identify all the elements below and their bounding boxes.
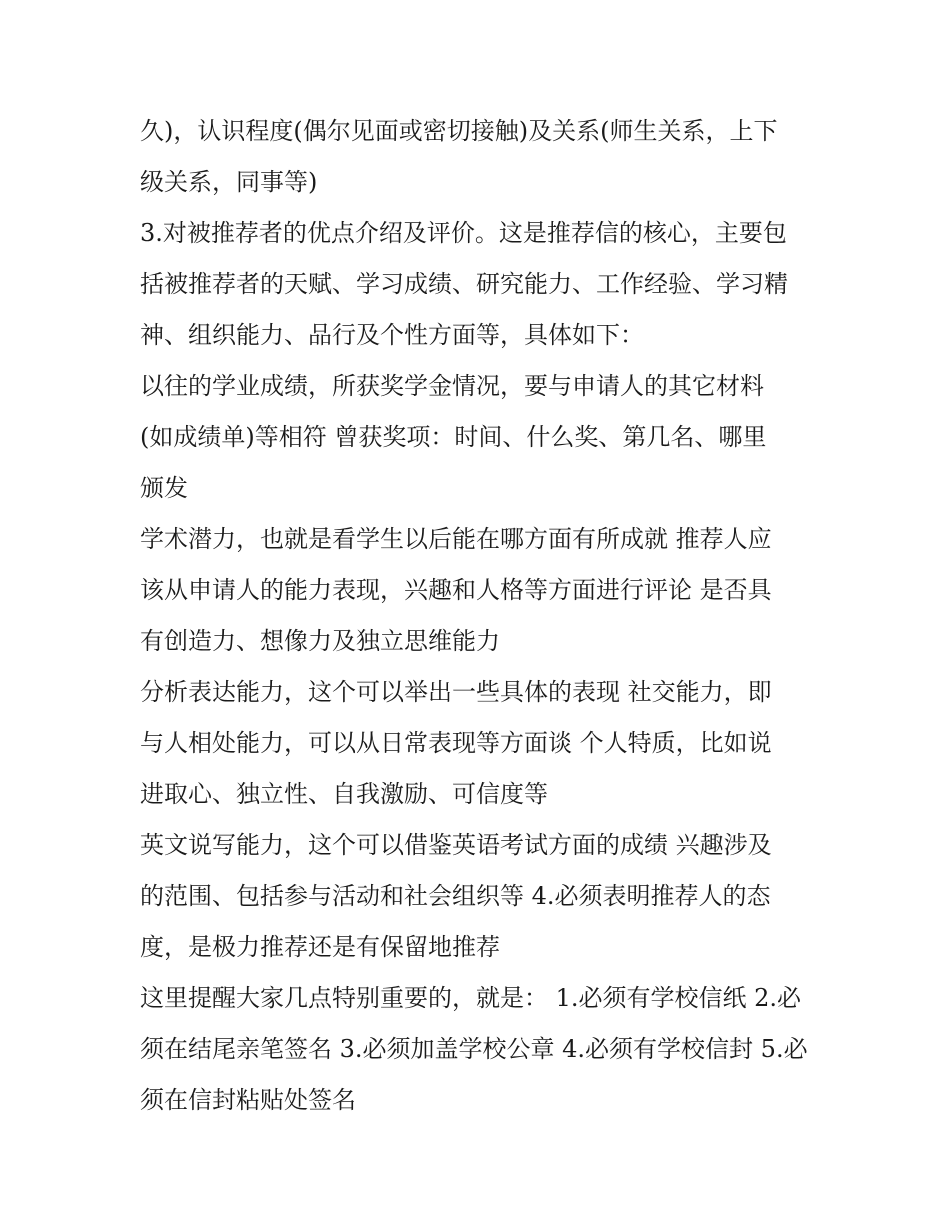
text-line: 括被推荐者的天赋、学习成绩、研究能力、工作经验、学习精 bbox=[140, 270, 788, 298]
text-line: 3.对被推荐者的优点介绍及评价。这是推荐信的核心，主要包 bbox=[140, 219, 787, 247]
text-line: 学术潜力，也就是看学生以后能在哪方面有所成就 推荐人应 bbox=[140, 525, 772, 553]
text-line: 的范围、包括参与活动和社会组织等 4.必须表明推荐人的态 bbox=[140, 882, 771, 910]
text-line: 英文说写能力，这个可以借鉴英语考试方面的成绩 兴趣涉及 bbox=[140, 831, 772, 859]
text-line: 级关系，同事等) bbox=[140, 168, 318, 196]
text-line: 须在信封粘贴处签名 bbox=[140, 1086, 356, 1114]
text-line: 以往的学业成绩，所获奖学金情况，要与申请人的其它材料 bbox=[140, 372, 764, 400]
text-line: (如成绩单)等相符 曾获奖项：时间、什么奖、第几名、哪里 bbox=[140, 423, 767, 451]
text-line: 神、组织能力、品行及个性方面等，具体如下： bbox=[140, 321, 644, 349]
text-line: 有创造力、想像力及独立思维能力 bbox=[140, 627, 500, 655]
text-line: 进取心、独立性、自我激励、可信度等 bbox=[140, 780, 548, 808]
text-line: 颁发 bbox=[140, 474, 188, 502]
text-line: 度，是极力推荐还是有保留地推荐 bbox=[140, 933, 500, 961]
text-line: 久)，认识程度(偶尔见面或密切接触)及关系(师生关系，上下 bbox=[140, 117, 778, 145]
text-line: 该从申请人的能力表现，兴趣和人格等方面进行评论 是否具 bbox=[140, 576, 772, 604]
text-line: 这里提醒大家几点特别重要的，就是： 1.必须有学校信纸 2.必 bbox=[140, 984, 802, 1012]
text-line: 分析表达能力，这个可以举出一些具体的表现 社交能力，即 bbox=[140, 678, 772, 706]
text-line: 须在结尾亲笔签名 3.必须加盖学校公章 4.必须有学校信封 5.必 bbox=[140, 1035, 808, 1063]
text-line: 与人相处能力，可以从日常表现等方面谈 个人特质，比如说 bbox=[140, 729, 772, 757]
document-body bbox=[140, 106, 820, 1126]
